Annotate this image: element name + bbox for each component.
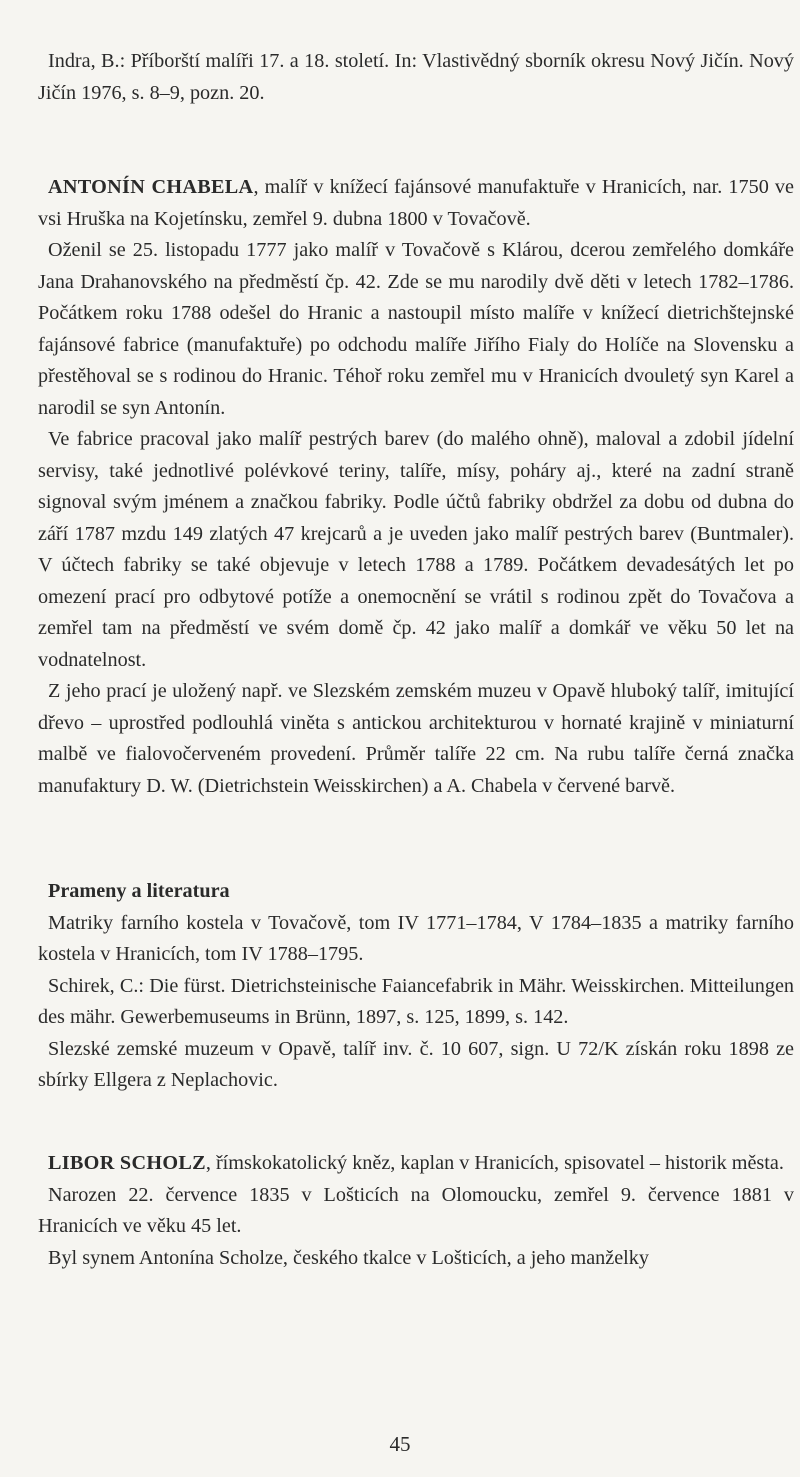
paragraph: Ve fabrice pracoval jako malíř pestrých barev (do malého ohně), maloval a zdobil jídelní servisy, také jednotlivé polévkové teriny, talíře, mísy, poháry aj., které na zadní straně signoval svým jménem a značkou fabriky. Podle účtů fabriky obdržel za dobu od dubna do září 1787 mzdu 149 zlatých 47 krejcarů a je uveden jako malíř pestrých barev (Buntmaler). V účtech fabriky se také objevuje v letech 1788 a 1789. Počátkem devadesátých let po omezení prací pro odbytové potíže a onemocnění se vrátil s rodinou zpět do Tovačova a zemřel tam na předměstí ve svém domě čp. 42 jako malíř a domkář ve věku 50 let na vodnatelnost. bbox=[38, 428, 794, 671]
page-number: 45 bbox=[389, 1432, 411, 1456]
entry-name: LIBOR SCHOLZ bbox=[48, 1152, 206, 1174]
entry-scholz bbox=[38, 1148, 794, 1274]
source-item: Matriky farního kostela v Tovačově, tom IV 1771–1784, V 1784–1835 a matriky farního kostela v Hranicích, tom IV 1788–1795. bbox=[38, 911, 794, 965]
paragraph: Byl synem Antonína Scholze, českého tkalce v Lošticích, a jeho manželky bbox=[48, 1246, 649, 1269]
entry-chabela bbox=[38, 172, 794, 802]
reference-indra bbox=[38, 46, 794, 109]
entry-intro-text: , římskokatolický kněz, kaplan v Hranicích, spisovatel – historik města. bbox=[205, 1152, 784, 1174]
paragraph: Z jeho prací je uložený např. ve Slezském zemském muzeu v Opavě hluboký talíř, imitující dřevo – uprostřed podlouhlá viněta s antickou architekturou v hornaté krajině v miniaturní malbě ve fialovočerveném provedení. Průměr talíře 22 cm. Na rubu talíře černá značka manufaktury D. W. (Dietrichstein Weisskirchen) a A. Chabela v červené barvě. bbox=[38, 680, 794, 797]
paragraph: Narozen 22. července 1835 v Lošticích na Olomoucku, zemřel 9. července 1881 v Hranicích ve věku 45 let. bbox=[38, 1183, 794, 1237]
entry-name: ANTONÍN CHABELA bbox=[48, 176, 254, 198]
entry-intro bbox=[38, 1148, 794, 1180]
sources-heading: Prameny a literatura bbox=[48, 880, 230, 902]
reference-text: Indra, B.: Příborští malíři 17. a 18. století. In: Vlastivědný sborník okresu Nový Jičín. Nový Jičín 1976, s. 8–9, pozn. 20. bbox=[38, 50, 794, 104]
source-item: Slezské zemské muzeum v Opavě, talíř inv. č. 10 607, sign. U 72/K získán roku 1898 ze sbírky Ellgera z Neplachovic. bbox=[38, 1037, 794, 1091]
source-item: Schirek, C.: Die fürst. Dietrichsteinische Faiancefabrik in Mähr. Weisskirchen. Mitteilungen des mähr. Gewerbemuseums in Brünn, 1897, s. 125, 1899, s. 142. bbox=[38, 974, 794, 1028]
paragraph: Oženil se 25. listopadu 1777 jako malíř v Tovačově s Klárou, dcerou zemřelého domkáře Jana Drahanovského na předměstí čp. 42. Zde se mu narodily dvě děti v letech 1782–1786. Počátkem roku 1788 odešel do Hranic a nastoupil místo malíře v knížecí dietrichštejnské fajánsové fabrice (manufaktuře) po odchodu malíře Jiřího Fialy do Holíče na Slovensku a přestěhoval se s rodinou do Hranic. Téhoř roku zemřel mu v Hranicích dvouletý syn Karel a narodil se syn Antonín. bbox=[38, 239, 794, 419]
entry-intro-text: , malíř v knížecí fajánsové manufaktuře v Hranicích, nar. 1750 ve vsi Hruška na Kojetínsku, zemřel 9. dubna 1800 v Tovačově. bbox=[38, 176, 794, 230]
entry-intro bbox=[38, 172, 794, 235]
sources-section bbox=[38, 876, 794, 1097]
